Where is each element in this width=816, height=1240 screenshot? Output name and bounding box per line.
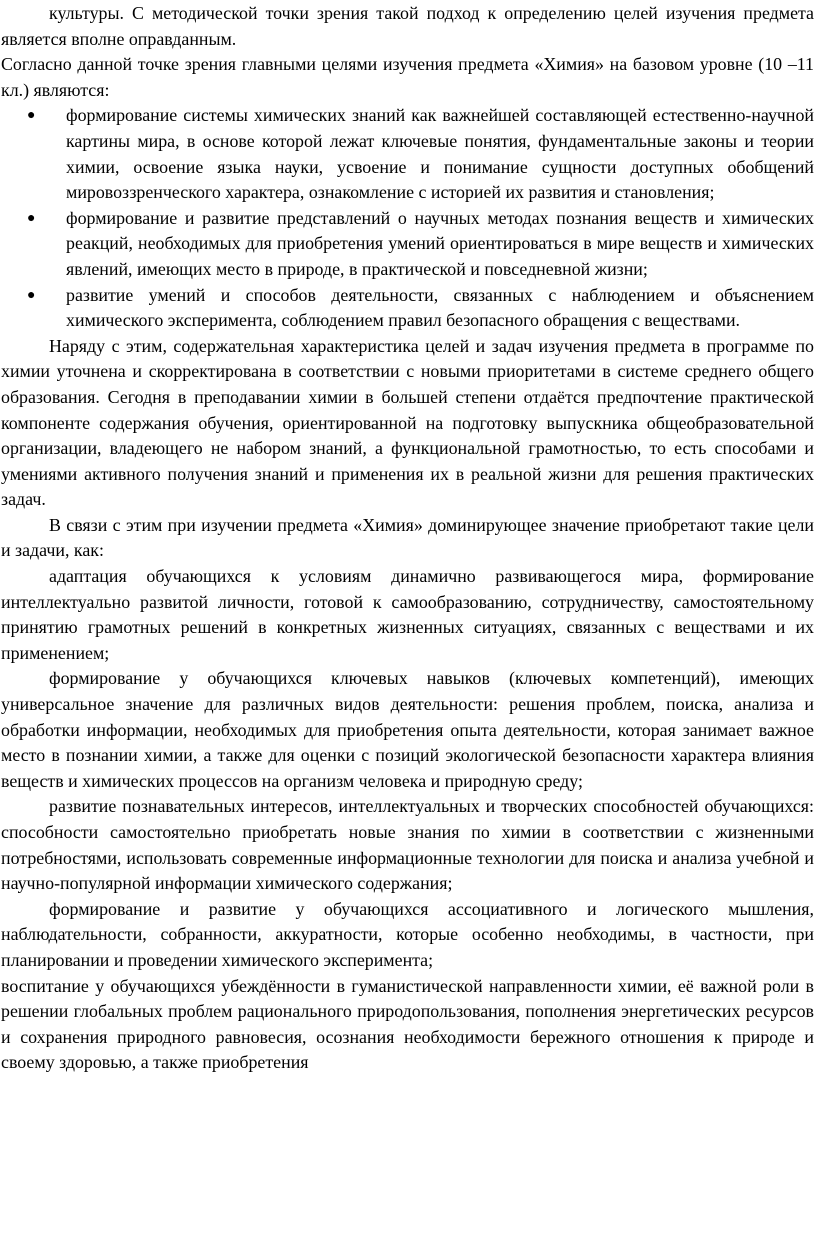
- paragraph-content-characteristics: Наряду с этим, содержательная характеристика целей и задач изучения предмета в программе по химии уточнена и скорректирована в соответствии с новыми приоритетами в системе среднего общего образования. Сегодня в преподавании химии в большей степени отдаётся предпочтение практической компоненте содержания обучения, ориентированной на подготовку выпускника общеобразовательной организации, владеющего не набором знаний, а функциональной грамотностью, то есть способами и умениями активного получения знаний и применения их в реальной жизни для решения практических задач.: [1, 335, 814, 510]
- goals-bullet-list: [1, 103, 814, 333]
- paragraph-continuation: культуры. С методической точки зрения такой подход к определению целей изучения предмета является вполне оправданным.: [1, 3, 814, 49]
- bullet-icon: ●: [27, 287, 36, 303]
- list-item-text: формирование системы химических знаний как важнейшей составляющей естественно-научной картины мира, в основе которой лежат ключевые понятия, фундаментальные законы и теории химии, освоение языка науки, усвоение и понимание сущности доступных обобщений мировоззренческого характера, ознакомление с историей их развития и становления;: [66, 105, 814, 203]
- paragraph-cognitive-interests: развитие познавательных интересов, интеллектуальных и творческих способностей обучающихся: способности самостоятельно приобретать новые знания по химии в соответствии с жизненными потребностями, использовать современные информационные технологии для поиска и анализа учебной и научно-популярной информации химического содержания;: [1, 796, 814, 894]
- paragraph-education: воспитание у обучающихся убеждённости в гуманистической направленности химии, её важной роли в решении глобальных проблем рационального природопользования, пополнения энергетических ресурсов и сохранения природного равновесия, осознания необходимости бережного отношения к природе и своему здоровью, а также приобретения: [1, 975, 814, 1073]
- paragraph-dominant-goals: В связи с этим при изучении предмета «Химия» доминирующее значение приобретают такие цели и задачи, как:: [1, 514, 814, 561]
- paragraph-adaptation: адаптация обучающихся к условиям динамично развивающегося мира, формирование интеллектуально развитой личности, готовой к самообразованию, сотрудничеству, самостоятельному принятию грамотных решений в конкретных жизненных ситуациях, связанных с веществами и их применением;: [1, 566, 814, 663]
- list-item: [1, 283, 814, 334]
- bullet-icon: ●: [27, 210, 36, 226]
- paragraph-thinking: формирование и развитие у обучающихся ассоциативного и логического мышления, наблюдательности, собранности, аккуратности, которые особенно необходимы, в частности, при планировании и проведении химического эксперимента;: [1, 898, 814, 970]
- bullet-icon: ●: [27, 108, 36, 124]
- paragraph-goals-intro: Согласно данной точке зрения главными целями изучения предмета «Химия» на базовом уровне (10 –11 кл.) являются:: [1, 54, 814, 100]
- list-item-text: развитие умений и способов деятельности, связанных с наблюдением и объяснением химического эксперимента, соблюдением правил безопасного обращения с веществами.: [66, 284, 814, 331]
- list-item: [1, 206, 814, 283]
- list-item: [1, 103, 814, 205]
- paragraph-key-skills: формирование у обучающихся ключевых навыков (ключевых компетенций), имеющих универсальное значение для различных видов деятельности: решения проблем, поиска, анализа и обработки информации, необходимых для приобретения опыта деятельности, которая занимает важное место в познании химии, а также для оценки с позиций экологической безопасности характера влияния веществ и химических процессов на организм человека и природную среду;: [1, 668, 814, 791]
- list-item-text: формирование и развитие представлений о научных методах познания веществ и химических реакций, необходимых для приобретения умений ориентироваться в мире веществ и химических явлений, имеющих место в природе, в практической и повседневной жизни;: [66, 207, 814, 279]
